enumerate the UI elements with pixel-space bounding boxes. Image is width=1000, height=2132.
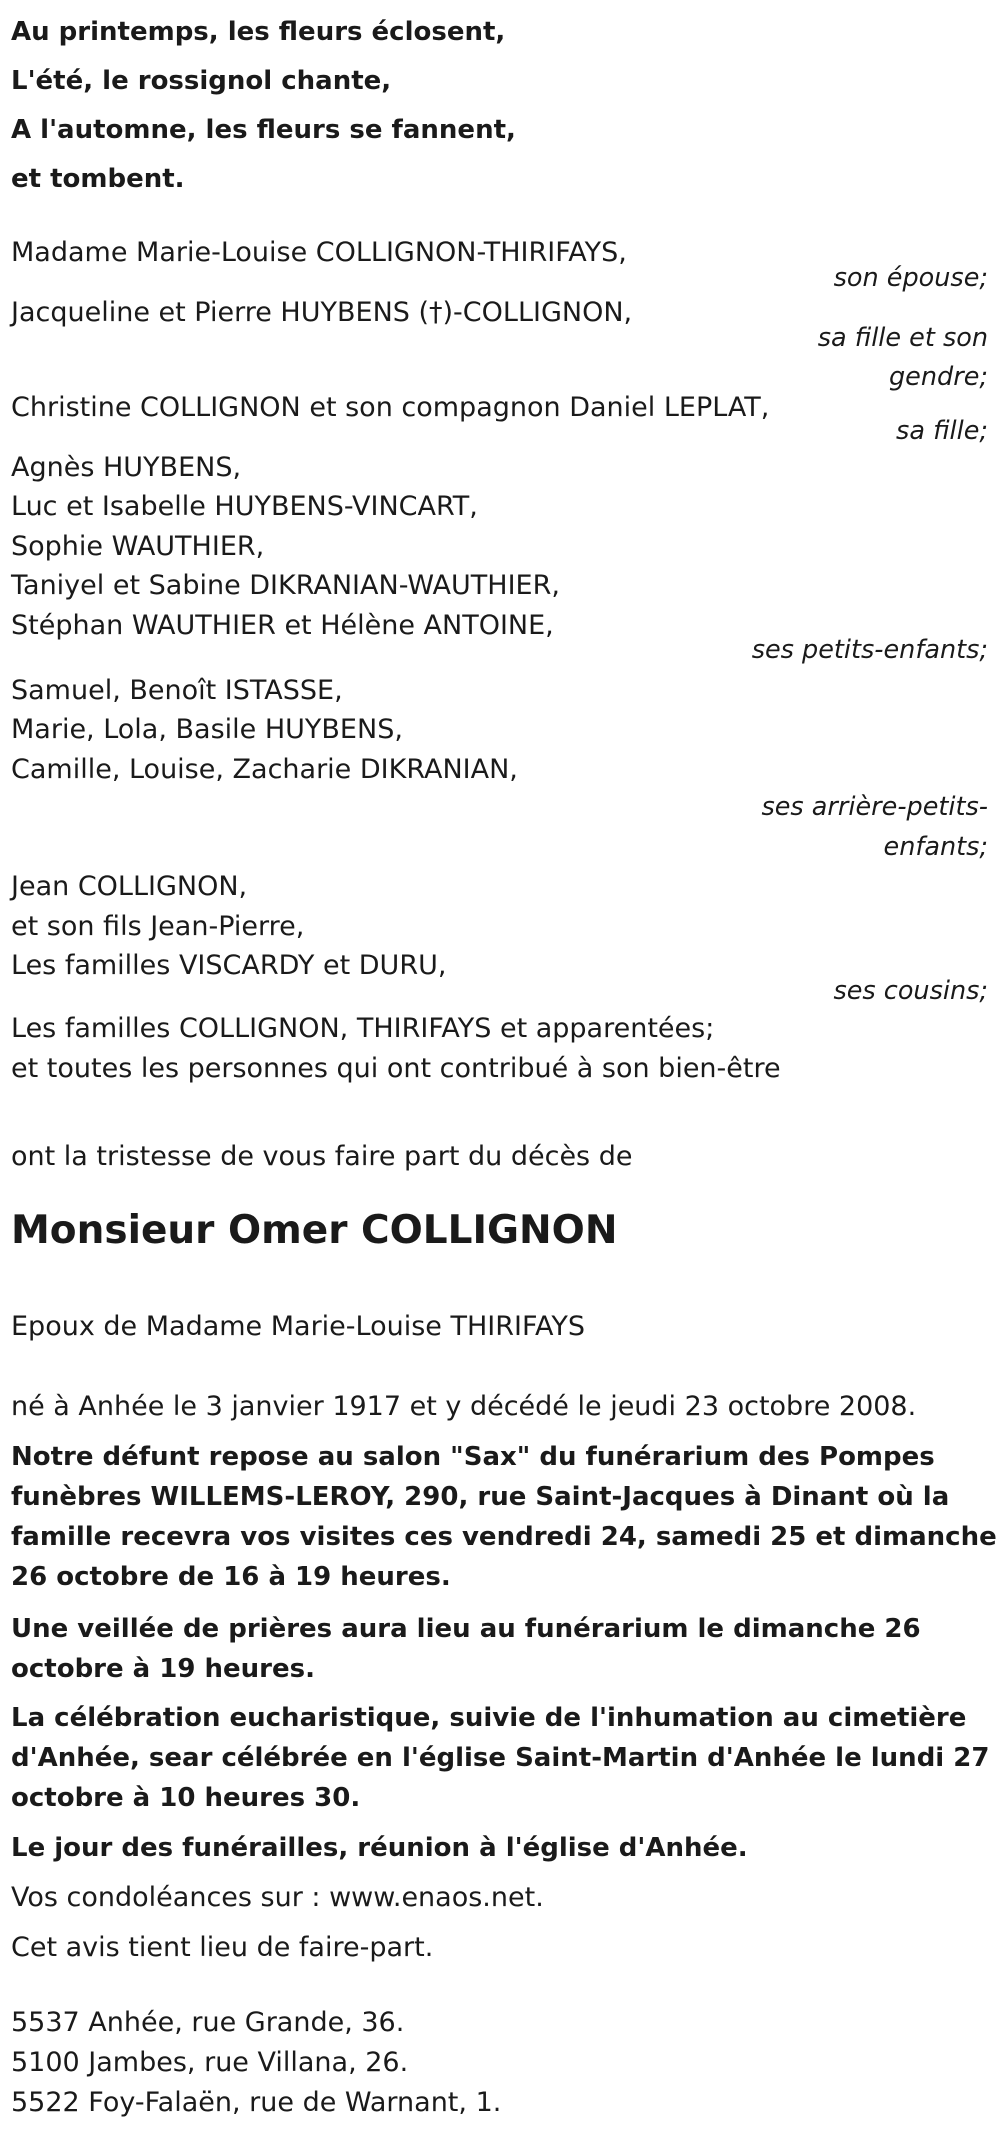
family-relation: enfants;: [883, 831, 988, 862]
family-relation: son épouse;: [833, 262, 988, 293]
condolences-info: Vos condoléances sur : www.enaos.net.: [11, 1882, 544, 1913]
family-name: Christine COLLIGNON et son compagnon Daniel LEPLAT,: [11, 391, 770, 423]
family-group-great-grandchildren: [11, 671, 991, 868]
family-name: Les familles VISCARDY et DURU,: [11, 950, 447, 981]
family-group-spouse: [11, 233, 991, 298]
family-group-others: [11, 1009, 991, 1088]
family-name: Luc et Isabelle HUYBENS-VINCART,: [11, 491, 478, 522]
family-relation: ses petits-enfants;: [751, 635, 988, 665]
address-line: 5522 Foy-Falaën, rue de Warnant, 1.: [11, 2087, 502, 2118]
family-group-daughter-1: [11, 293, 991, 398]
deceased-name: Monsieur Omer COLLIGNON: [11, 1208, 618, 1253]
poem-line: A l'automne, les fleurs se fannent,: [11, 115, 516, 145]
family-name: Stéphan WAUTHIER et Hélène ANTOINE,: [11, 609, 554, 641]
addresses: [11, 2003, 501, 2123]
vigil-info: Une veillée de prières aura lieu au funérarium le dimanche 26 octobre à 19 heures.: [11, 1614, 921, 1684]
family-group-cousins: [11, 867, 991, 1011]
family-name: Camille, Louise, Zacharie DIKRANIAN,: [11, 753, 518, 785]
announcement: ont la tristesse de vous faire part du décès de: [11, 1141, 633, 1172]
poem-line: L'été, le rossignol chante,: [11, 66, 392, 96]
family-name: Taniyel et Sabine DIKRANIAN-WAUTHIER,: [11, 570, 560, 601]
family-relation: ses cousins;: [833, 975, 988, 1006]
family-name: Jacqueline et Pierre HUYBENS (†)-COLLIGNON,: [11, 297, 633, 328]
visitation-info: Notre défunt repose au salon "Sax" du funérarium des Pompes funèbres WILLEMS-LEROY, 290, rue Saint-Jacques à Dinant où la famille recevra vos visites ces vendredi 24, samedi 25 et dimanche 26 octobre de 16 à 19 heures.: [11, 1442, 997, 1592]
family-group-grandchildren: [11, 448, 991, 671]
family-name: Madame Marie-Louise COLLIGNON-THIRIFAYS,: [11, 237, 627, 268]
family-name: Les familles COLLIGNON, THIRIFAYS et apparentées;: [11, 1013, 715, 1044]
poem: [11, 8, 711, 204]
poem-line: Au printemps, les fleurs éclosent,: [11, 17, 506, 47]
family-relation: sa fille et son: [817, 322, 988, 353]
meeting-info: Le jour des funérailles, réunion à l'église d'Anhée.: [11, 1833, 748, 1863]
family-group-daughter-2: [11, 388, 991, 452]
family-relation: gendre;: [889, 362, 988, 392]
family-name: et son fils Jean-Pierre,: [11, 910, 305, 942]
address-line: 5537 Anhée, rue Grande, 36.: [11, 2007, 405, 2038]
family-name: Samuel, Benoît ISTASSE,: [11, 674, 343, 706]
family-name: Agnès HUYBENS,: [11, 451, 242, 483]
birth-death: né à Anhée le 3 janvier 1917 et y décédé le jeudi 23 octobre 2008.: [11, 1391, 917, 1422]
family-list: [11, 233, 991, 1088]
family-relation: ses arrière-petits-: [761, 792, 988, 822]
spouse-of: Epoux de Madame Marie-Louise THIRIFAYS: [11, 1311, 586, 1342]
family-relation: sa fille;: [896, 416, 988, 446]
address-line: 5100 Jambes, rue Villana, 26.: [11, 2047, 409, 2078]
family-name: Sophie WAUTHIER,: [11, 530, 265, 562]
notice-text: Cet avis tient lieu de faire-part.: [11, 1932, 434, 1963]
family-name: et toutes les personnes qui ont contribué à son bien-être: [11, 1052, 781, 1084]
family-name: Marie, Lola, Basile HUYBENS,: [11, 714, 403, 745]
poem-line: et tombent.: [11, 164, 185, 194]
celebration-info: La célébration eucharistique, suivie de l'inhumation au cimetière d'Anhée, sear célébrée en l'église Saint-Martin d'Anhée le lundi 27 octobre à 10 heures 30.: [11, 1703, 990, 1813]
family-name: Jean COLLIGNON,: [11, 871, 248, 902]
